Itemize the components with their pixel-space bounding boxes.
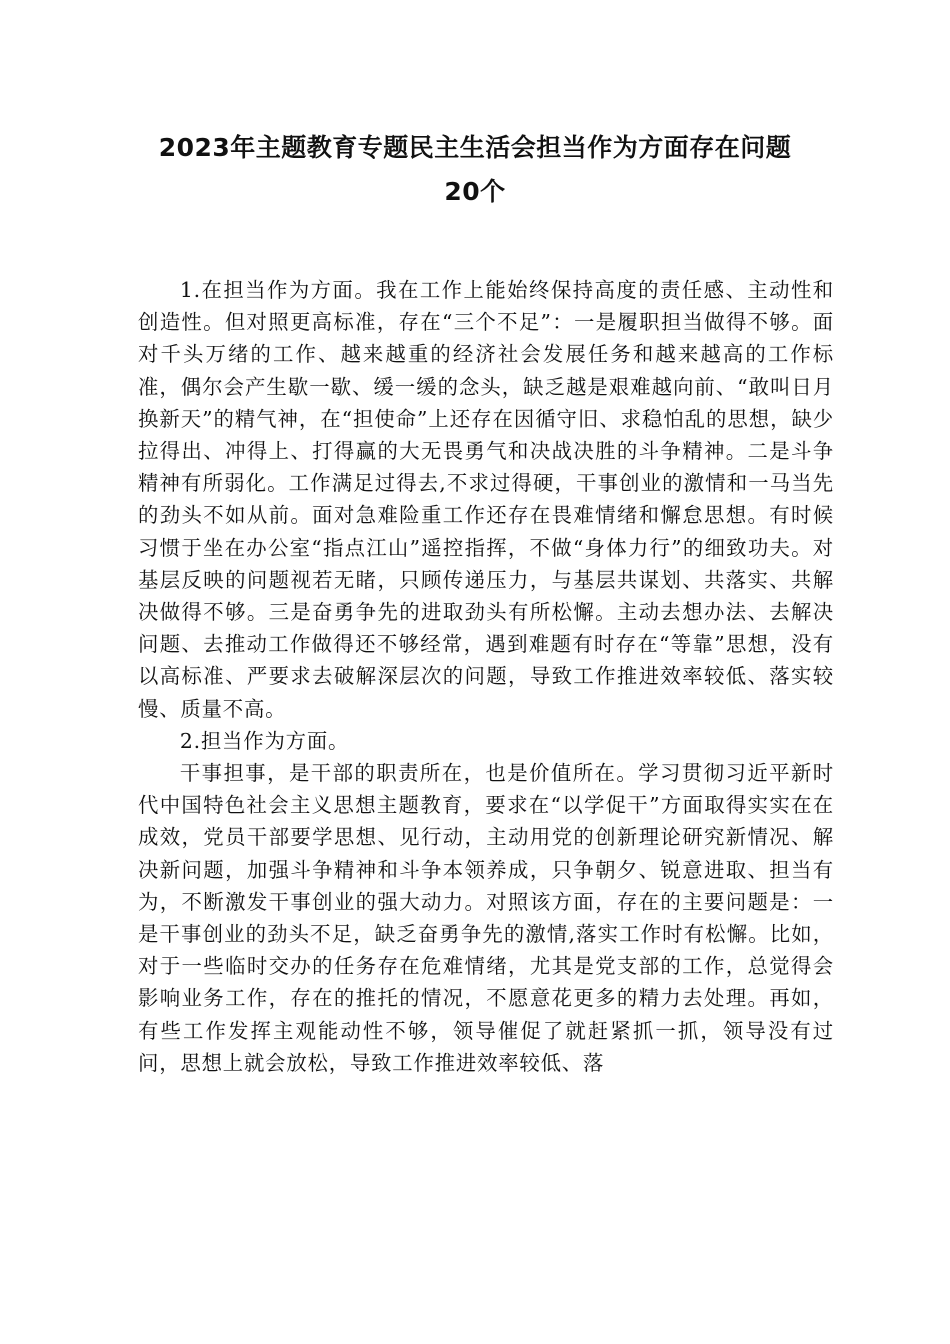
paragraph-3: 干事担事，是干部的职责所在，也是价值所在。学习贯彻习近平新时代中国特色社会主义思想主题教育，要求在“以学促干”方面取得实实在在成效，党员干部要学思想、见行动，主动用党的创新理论研究新情况、解决新问题，加强斗争精神和斗争本领养成，只争朝夕、锐意进取、担当有为，不断激发干事创业的强大动力。对照该方面，存在的主要问题是：一是干事创业的劲头不足，缺乏奋勇争先的激情,落实工作时有松懈。比如，对于一些临时交办的任务存在危难情绪，尤其是党支部的工作，总觉得会影响业务工作，存在的推托的情况，不愿意花更多的精力去处理。再如，有些工作发挥主观能动性不够，领导催促了就赶紧抓一抓，领导没有过问，思想上就会放松，导致工作推进效率较低、落	[138, 761, 834, 1075]
document-title	[120, 126, 830, 214]
document-body	[138, 274, 834, 1079]
paragraph-2: 2.担当作为方面。	[179, 728, 350, 753]
title-line-1: 2023年主题教育专题民主生活会担当作为方面存在问题	[158, 133, 792, 162]
title-line-2: 20个	[444, 177, 506, 206]
paragraph-1: 1.在担当作为方面。我在工作上能始终保持高度的责任感、主动性和创造性。但对照更高标准，存在“三个不足”：一是履职担当做得不够。面对千头万绪的工作、越来越重的经济社会发展任务和越来越高的工作标准，偶尔会产生歇一歇、缓一缓的念头，缺乏越是艰难越向前、“敢叫日月换新天”的精气神，在“担使命”上还存在因循守旧、求稳怕乱的思想，缺少拉得出、冲得上、打得赢的大无畏勇气和决战决胜的斗争精神。二是斗争精神有所弱化。工作满足过得去,不求过得硬，干事创业的激情和一马当先的劲头不如从前。面对急难险重工作还存在畏难情绪和懈怠思想。有时候习惯于坐在办公室“指点江山”遥控指挥，不做“身体力行”的细致功夫。对基层反映的问题视若无睹，只顾传递压力，与基层共谋划、共落实、共解决做得不够。三是奋勇争先的进取劲头有所松懈。主动去想办法、去解决问题、去推动工作做得还不够经常，遇到难题有时存在“等靠”思想，没有以高标准、严要求去破解深层次的问题，导致工作推进效率较低、落实较慢、质量不高。	[138, 278, 834, 721]
